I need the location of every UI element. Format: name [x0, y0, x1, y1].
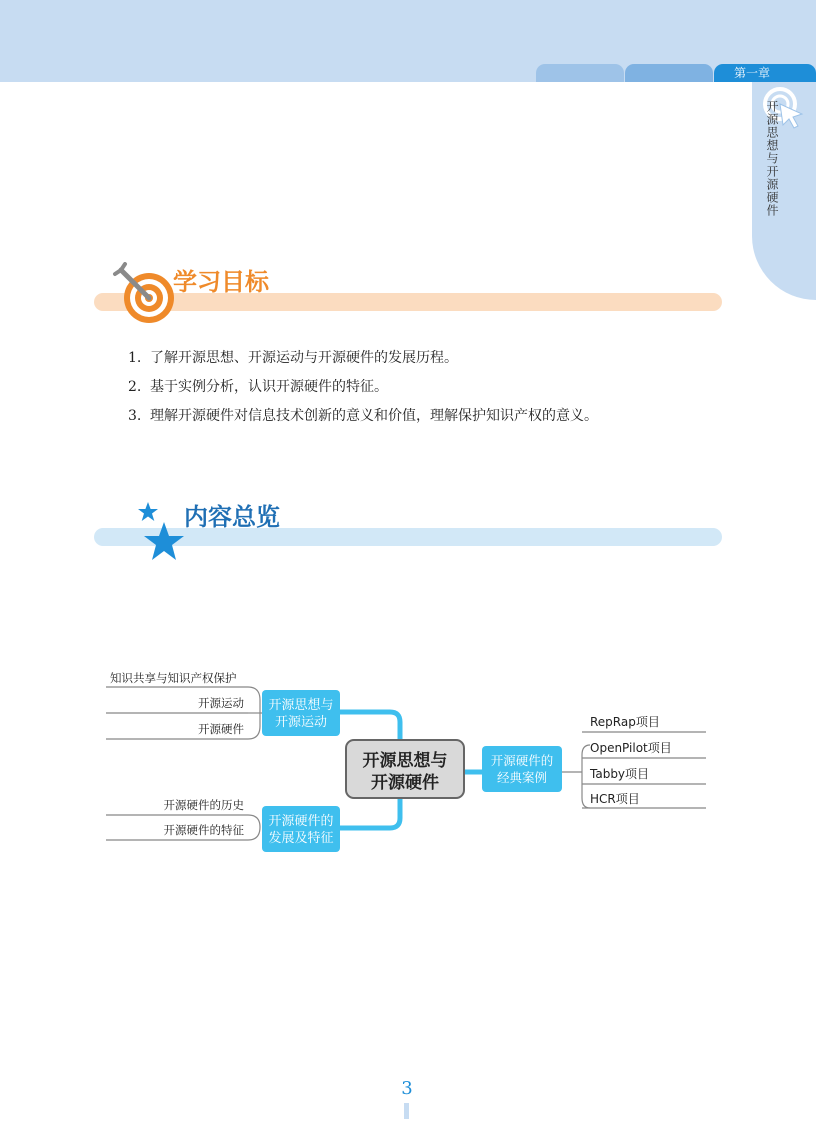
mind-map [100, 660, 710, 860]
page-number: 3 [401, 1078, 413, 1099]
goal-item: 1. 了解开源思想、开源运动与开源硬件的发展历程。 [128, 350, 458, 366]
goals-heading: 学习目标 [173, 268, 269, 296]
leaf-top-2: 开源运动 [198, 696, 244, 710]
svg-text:开源硬件的: 开源硬件的 [490, 753, 554, 768]
header-tab-2 [625, 64, 713, 82]
header-tab-1 [536, 64, 624, 82]
star-icon [134, 500, 190, 562]
goal-item: 3. 理解开源硬件对信息技术创新的意义和价值，理解保护知识产权的意义。 [128, 408, 598, 424]
leaf-right-1: RepRap项目 [590, 715, 660, 729]
goals-list [128, 344, 598, 431]
target-icon [111, 262, 175, 326]
svg-text:开源运动: 开源运动 [274, 715, 328, 730]
goal-item: 2. 基于实例分析，认识开源硬件的特征。 [128, 379, 388, 395]
svg-text:开源思想与: 开源思想与 [268, 698, 334, 713]
svg-text:开源思想与: 开源思想与 [362, 751, 448, 771]
svg-text:开源硬件的: 开源硬件的 [268, 814, 334, 829]
svg-text:经典案例: 经典案例 [496, 770, 548, 785]
leaf-right-2: OpenPilot项目 [590, 741, 672, 755]
leaf-right-3: Tabby项目 [590, 767, 650, 781]
svg-text:开源硬件: 开源硬件 [371, 773, 439, 793]
page-number-marker [404, 1103, 409, 1119]
leaf-right-4: HCR项目 [590, 792, 640, 806]
leaf-top-3: 开源硬件 [198, 722, 244, 736]
svg-text:发展及特征: 发展及特征 [268, 831, 334, 846]
leaf-top-1: 知识共享与知识产权保护 [110, 671, 237, 685]
chapter-tab: 第一章 [714, 64, 816, 82]
overview-heading: 内容总览 [184, 503, 280, 531]
leaf-bottom-2: 开源硬件的特征 [163, 823, 244, 837]
leaf-bottom-1: 开源硬件的历史 [163, 798, 244, 812]
side-chapter-title: 开源思想与开源硬件 [765, 100, 779, 217]
connector-bottom [338, 796, 400, 828]
